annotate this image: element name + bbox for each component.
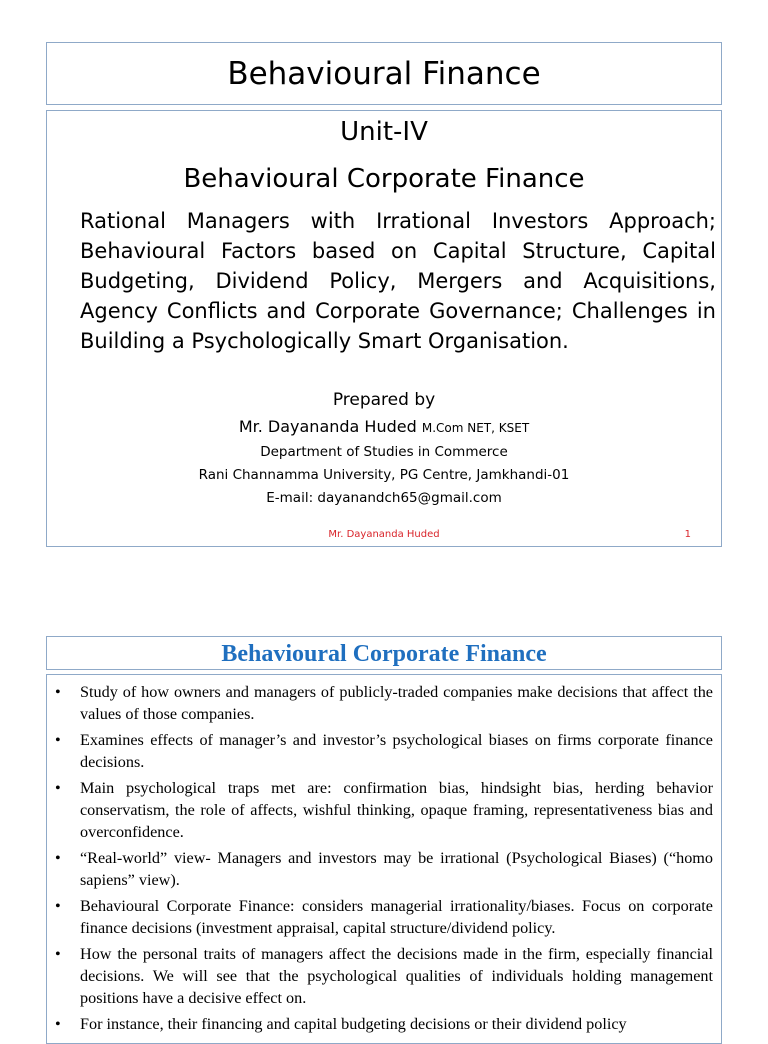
author-line	[47, 417, 721, 436]
slide2-title-box	[46, 636, 722, 670]
slide1-title-box	[46, 42, 722, 105]
slide1-content-box	[46, 110, 722, 547]
department-text: Department of Studies in Commerce	[260, 444, 508, 460]
list-item: • Main psychological traps met are: confirmation bias, hindsight bias, herding behavior conservatism, the role of affects, wishful thinking, opaque framing, representativeness bias and overconfidence.	[55, 779, 713, 841]
page-number: 1	[684, 529, 691, 540]
prepared-by-label: Prepared by	[332, 390, 436, 410]
list-item: • How the personal traits of managers affect the decisions made in the firm, especially financial decisions. We will see that the psychological qualities of individuals holding management positions have a decisive effect on.	[55, 945, 713, 1007]
bullet-list	[47, 675, 721, 1035]
author-name: Mr. Dayananda Huded	[238, 417, 417, 436]
list-item: • Examines effects of manager’s and investor’s psychological biases on firms corporate finance decisions.	[55, 731, 713, 771]
unit-description: Rational Managers with Irrational Investors Approach; Behavioural Factors based on Capital Structure, Capital Budgeting, Dividend Policy, Mergers and Acquisitions, Agency Conflicts and Corporate Governance; Challenges in Building a Psychologically Smart Organisation.	[80, 209, 716, 353]
list-item: • For instance, their financing and capital budgeting decisions or their dividend policy	[55, 1015, 627, 1033]
bullet-icon: •	[55, 945, 61, 963]
author-qualification: M.Com NET, KSET	[421, 421, 530, 435]
bullet-icon: •	[55, 849, 61, 867]
bullet-icon: •	[55, 897, 61, 915]
email-text: E-mail: dayanandch65@gmail.com	[266, 490, 502, 506]
list-item: • Study of how owners and managers of publicly-traded companies make decisions that affect the values of those companies.	[55, 683, 713, 723]
footer-author: Mr. Dayananda Huded	[328, 529, 440, 540]
bullet-icon: •	[55, 683, 61, 701]
list-item: • “Real-world” view- Managers and investors may be irrational (Psychological Biases) (“homo sapiens” view).	[55, 849, 713, 889]
bullet-icon: •	[55, 731, 61, 749]
slide2-title: Behavioural Corporate Finance	[221, 641, 547, 667]
list-item: • Behavioural Corporate Finance: considers managerial irrationality/biases. Focus on corporate finance decisions (investment appraisal, capital structure/dividend policy.	[55, 897, 713, 937]
bullet-icon: •	[55, 1015, 61, 1033]
bullet-icon: •	[55, 779, 61, 797]
university-text: Rani Channamma University, PG Centre, Jamkhandi-01	[198, 467, 570, 483]
slide1-subtitle: Behavioural Corporate Finance	[183, 164, 585, 194]
unit-heading: Unit-IV	[340, 117, 428, 147]
slide1-title: Behavioural Finance	[227, 56, 541, 92]
slide2-content-box	[46, 674, 722, 1044]
